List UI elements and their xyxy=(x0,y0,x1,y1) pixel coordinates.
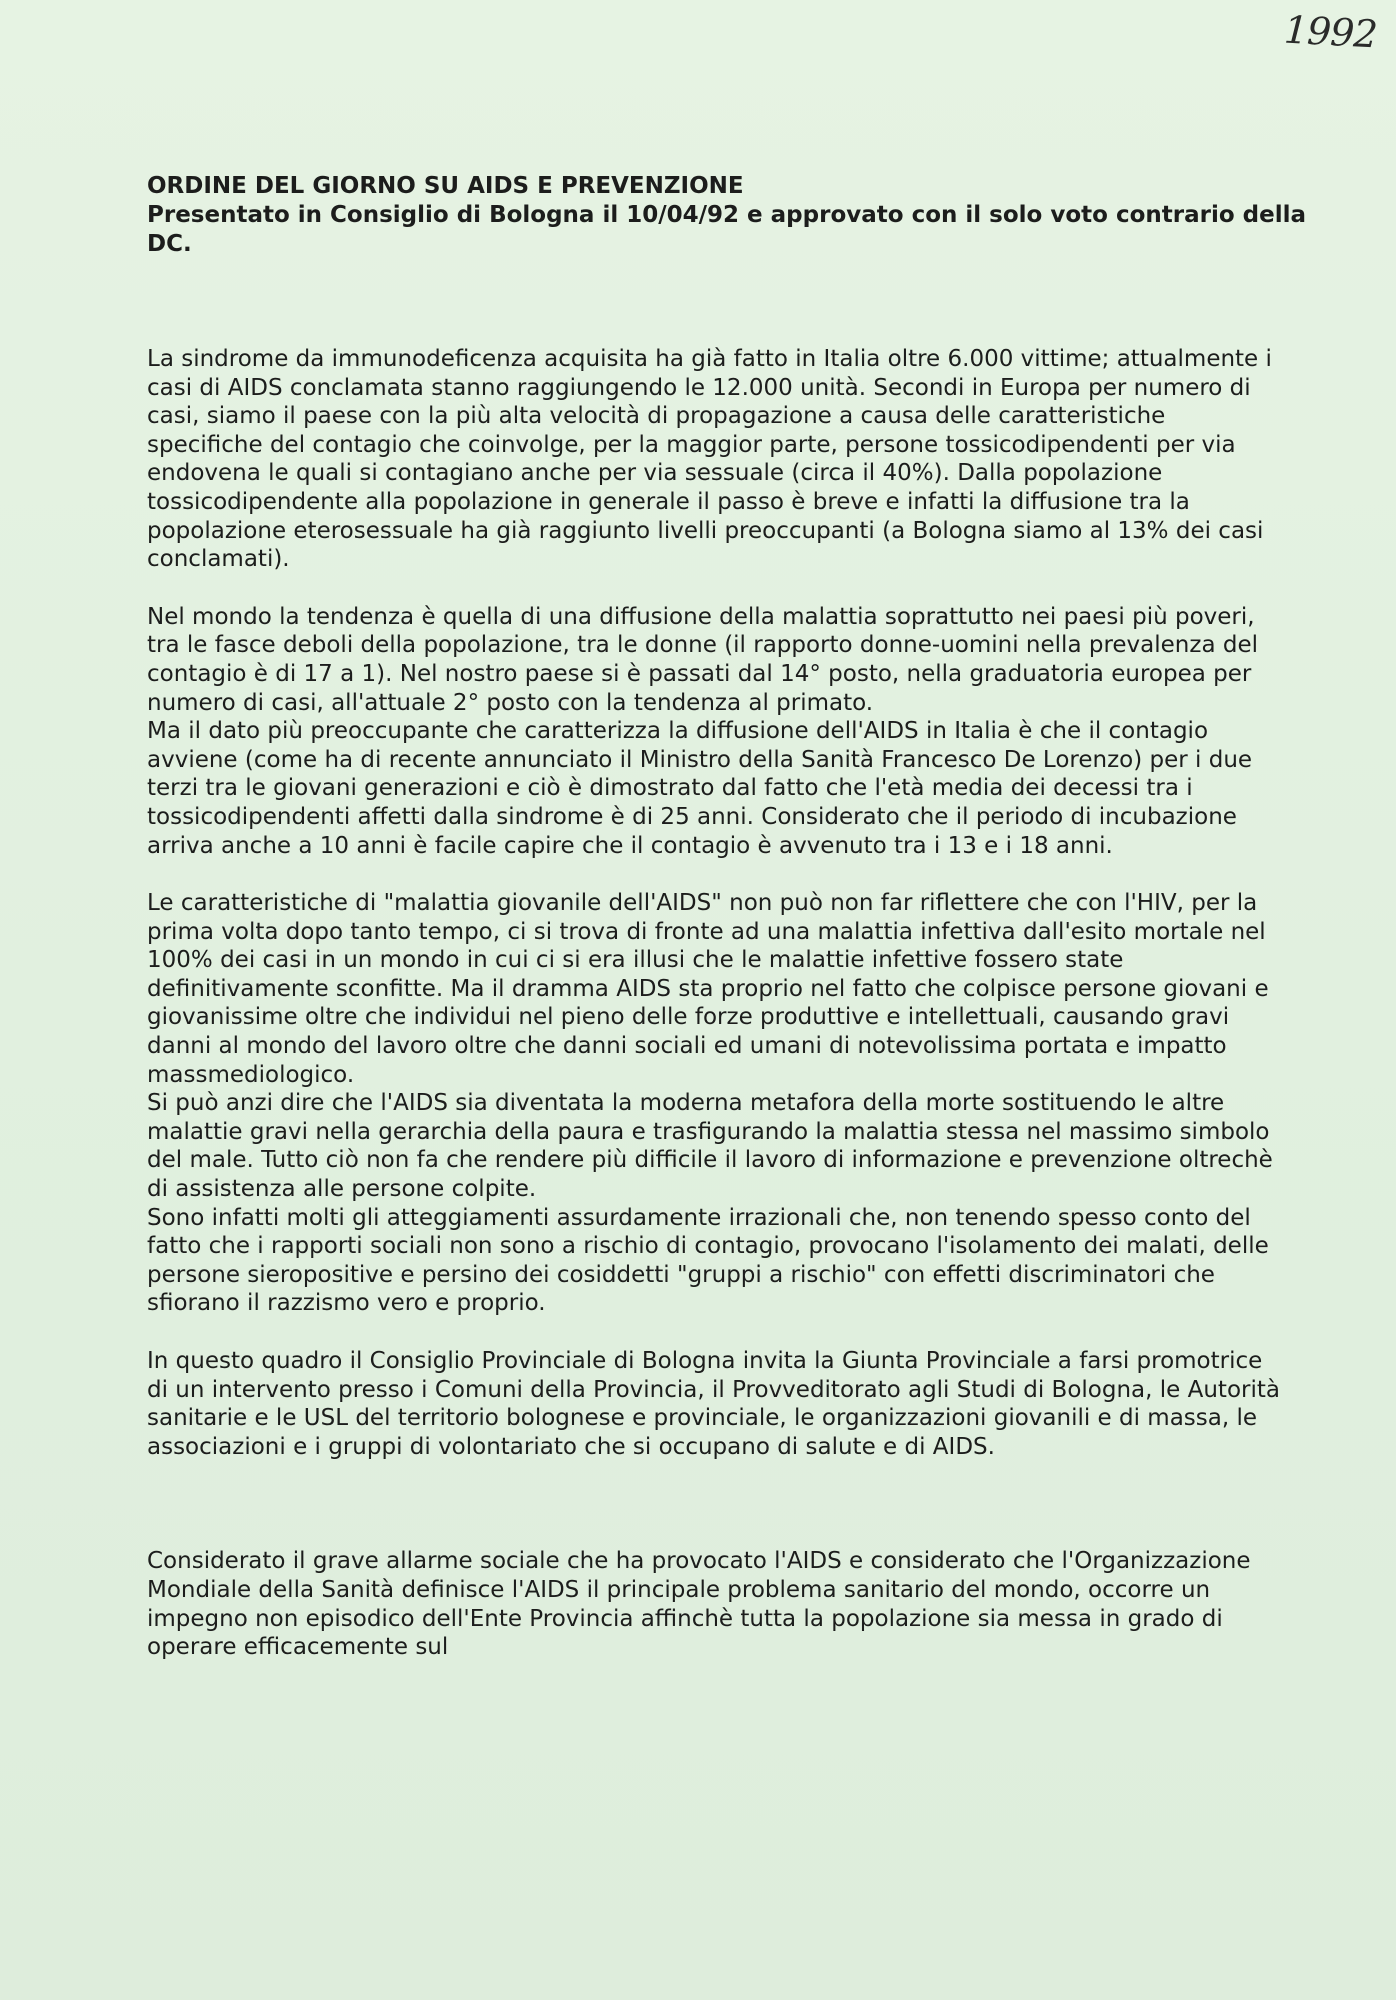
document-body xyxy=(147,345,1287,1662)
paragraph-6: Sono infatti molti gli atteggiamenti assurdamente irrazionali che, non tenendo spesso conto del fatto che i rapporti sociali non sono a rischio di contagio, provocano l'isolamento dei malati, delle persone sieropositive e persino dei cosiddetti "gruppi a rischio" con effetti discriminatori che sfiorano il razzismo vero e proprio. xyxy=(147,1204,1269,1317)
paragraph-1: La sindrome da immunodeficenza acquisita ha già fatto in Italia oltre 6.000 vittime; attualmente i casi di AIDS conclamata stanno raggiungendo le 12.000 unità. Secondi in Europa per numero di casi, siamo il paese con la più alta velocità di propagazione a causa delle caratteristiche specifiche del contagio che coinvolge, per la maggior parte, persone tossicodipendenti per via endovena le quali si contagiano anche per via sessuale (circa il 40%). Dalla popolazione tossicodipendente alla popolazione in generale il passo è breve e infatti la diffusione tra la popolazione eterosessuale ha già raggiunto livelli preoccupanti (a Bologna siamo al 13% dei casi conclamati). xyxy=(147,346,1272,573)
paragraph-2: Nel mondo la tendenza è quella di una diffusione della malattia soprattutto nei paesi più poveri, tra le fasce deboli della popolazione, tra le donne (il rapporto donne-uomini nella prevalenza del contagio è di 17 a 1). Nel nostro paese si è passati dal 14° posto, nella graduatoria europea per numero di casi, all'attuale 2° posto con la tendenza al primato. xyxy=(147,603,1258,716)
paragraph-4: Le caratteristiche di "malattia giovanile dell'AIDS" non può non far riflettere che con l'HIV, per la prima volta dopo tanto tempo, ci si trova di fronte ad una malattia infettiva dall'esito mortale nel 100% dei casi in un mondo in cui ci si era illusi che le malattie infettive fossero state definitivamente sconfitte. Ma il dramma AIDS sta proprio nel fatto che colpisce persone giovani e giovanissime oltre che individui nel pieno delle forze produttive e intellettuali, causando gravi danni al mondo del lavoro oltre che danni sociali ed umani di notevolissima portata e impatto massmediologico. xyxy=(147,890,1269,1088)
paragraph-3: Ma il dato più preoccupante che caratterizza la diffusione dell'AIDS in Italia è che il contagio avviene (come ha di recente annunciato il Ministro della Sanità Francesco De Lorenzo) per i due terzi tra le giovani generazioni e ciò è dimostrato dal fatto che l'età media dei decessi tra i tossicodipendenti affetti dalla sindrome è di 25 anni. Considerato che il periodo di incubazione arriva anche a 10 anni è facile capire che il contagio è avvenuto tra i 13 e i 18 anni. xyxy=(147,718,1253,859)
handwritten-year-note: 1992 xyxy=(1282,7,1378,57)
document-title: ORDINE DEL GIORNO SU AIDS E PREVENZIONE xyxy=(147,173,744,199)
document-heading xyxy=(147,172,1307,259)
document-subtitle: Presentato in Consiglio di Bologna il 10/04/92 e approvato con il solo voto contrario della DC. xyxy=(147,202,1306,257)
paragraph-7: In questo quadro il Consiglio Provinciale di Bologna invita la Giunta Provinciale a farsi promotrice di un intervento presso i Comuni della Provincia, il Provveditorato agli Studi di Bologna, le Autorità sanitarie e le USL del territorio bolognese e provinciale, le organizzazioni giovanili e di massa, le associazioni e i gruppi di volontariato che si occupano di salute e di AIDS. xyxy=(147,1348,1280,1460)
paragraph-5: Si può anzi dire che l'AIDS sia diventata la moderna metafora della morte sostituendo le altre malattie gravi nella gerarchia della paura e trasfigurando la malattia stessa nel massimo simbolo del male. Tutto ciò non fa che rendere più difficile il lavoro di informazione e prevenzione oltrechè di assistenza alle persone colpite. xyxy=(147,1090,1273,1203)
paragraph-8: Considerato il grave allarme sociale che ha provocato l'AIDS e considerato che l'Organizzazione Mondiale della Sanità definisce l'AIDS il principale problema sanitario del mondo, occorre un impegno non episodico dell'Ente Provincia affinchè tutta la popolazione sia messa in grado di operare efficacemente sul xyxy=(147,1548,1251,1661)
